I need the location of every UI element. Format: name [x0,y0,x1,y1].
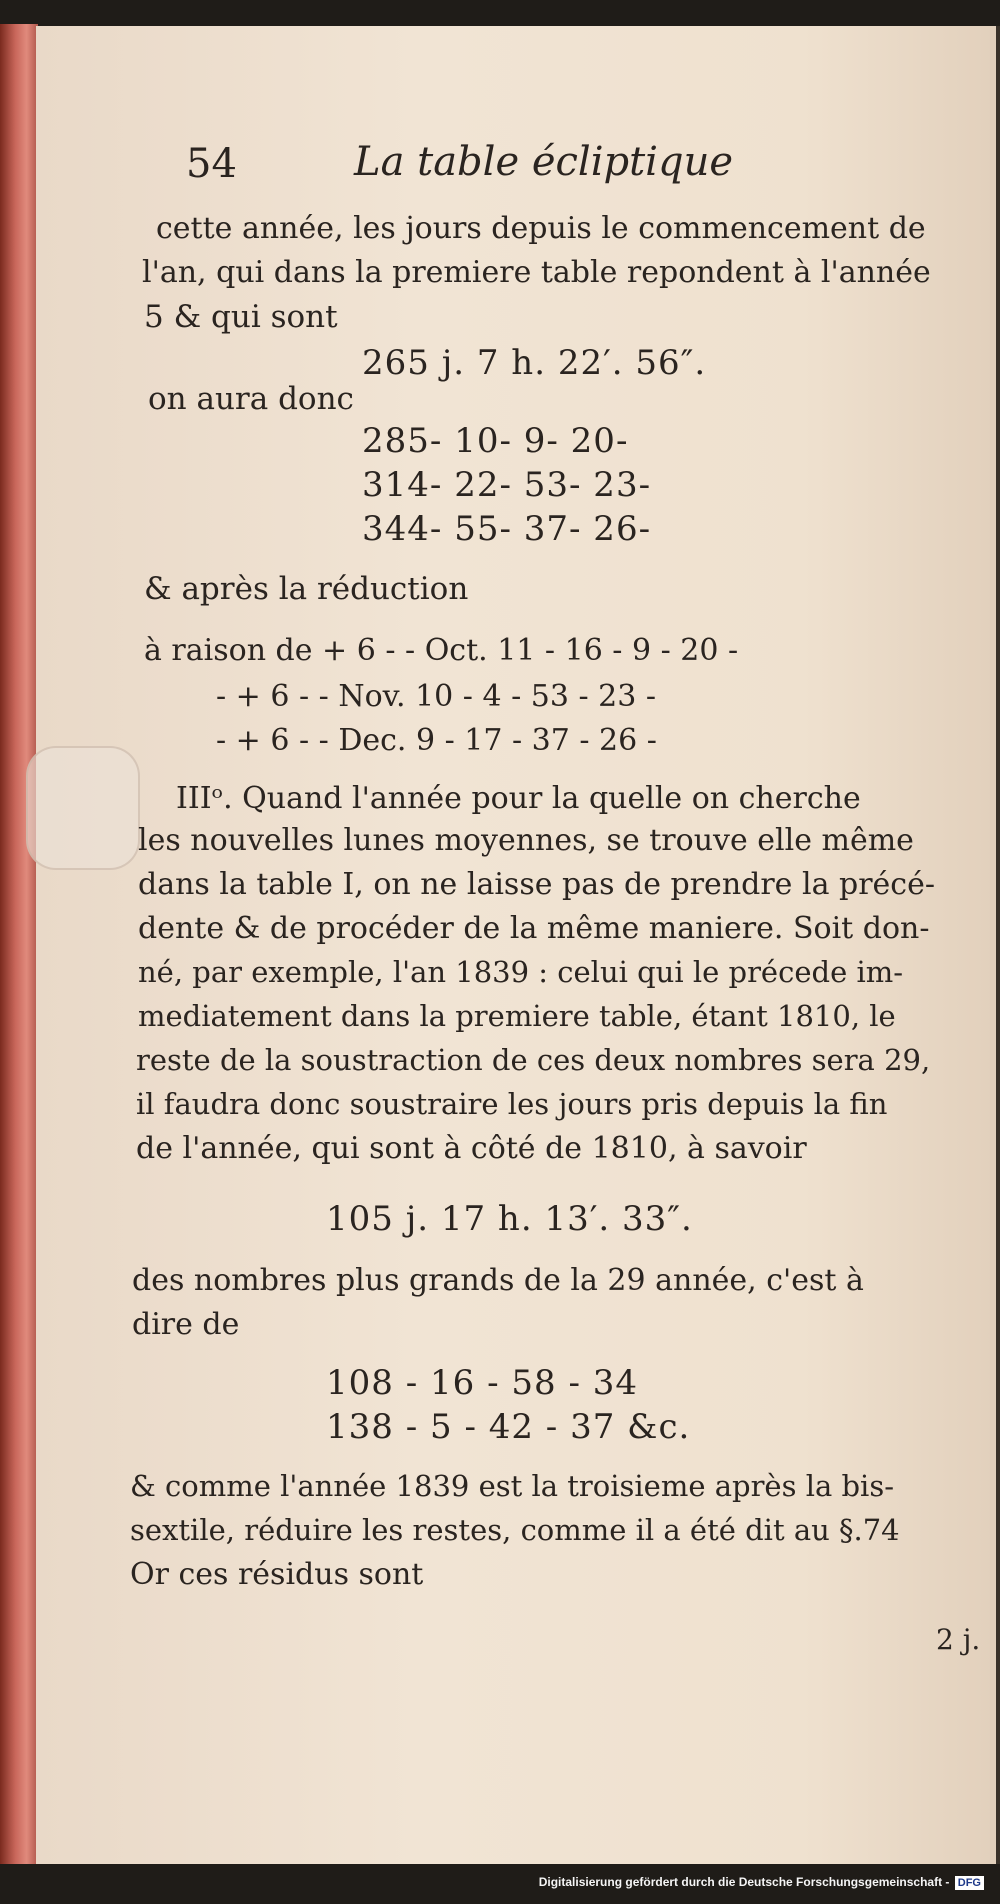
reduction-row: - + 6 - - Dec. 9 - 17 - 37 - 26 - [216,723,657,758]
book-fore-edge [0,24,38,1864]
text-line: IIIᵒ. Quand l'année pour la quelle on cherche [176,781,861,816]
number-row: 344- 55- 37- 26- [362,509,652,549]
book-page [36,26,1000,1864]
text-line: & comme l'année 1839 est la troisieme après la bis- [130,1469,894,1503]
text-line: des nombres plus grands de la 29 année, c'est à [132,1263,864,1298]
text-line: né, par exemple, l'an 1839 : celui qui le précede im- [138,955,904,989]
text-line: de l'année, qui sont à côté de 1810, à savoir [136,1131,807,1166]
text-line: dire de [132,1307,240,1342]
dfg-logo: DFG [955,1876,984,1890]
text-line: dente & de procéder de la même maniere. Soit don- [138,911,930,946]
text-line: dans la table I, on ne laisse pas de prendre la précé- [138,867,935,902]
text-line: & après la réduction [144,571,469,607]
credit-text: Digitalisierung gefördert durch die Deutsche Forschungsgemeinschaft - [538,1875,950,1889]
reduction-row: - + 6 - - Nov. 10 - 4 - 53 - 23 - [216,679,656,714]
text-line: les nouvelles lunes moyennes, se trouve elle même [138,823,914,858]
digitization-credit [539,1875,984,1890]
number-row: 138 - 5 - 42 - 37 &c. [326,1407,691,1447]
number-row: 108 - 16 - 58 - 34 [326,1363,638,1403]
text-line: reste de la soustraction de ces deux nombres sera 29, [136,1043,931,1077]
text-line: on aura donc [148,381,354,417]
text-line: Or ces résidus sont [130,1557,424,1592]
reduction-row: à raison de + 6 - - Oct. 11 - 16 - 9 - 20 - [144,633,739,668]
page-clip [26,746,140,870]
page-number: 54 [186,141,237,187]
number-row: 285- 10- 9- 20- [362,421,629,461]
text-line: l'an, qui dans la premiere table repondent à l'année [142,255,931,290]
catchword: 2 j. [936,1623,981,1656]
text-line: mediatement dans la premiere table, étant 1810, le [138,999,896,1033]
number-row: 314- 22- 53- 23- [362,465,652,505]
text-line: il faudra donc soustraire les jours pris depuis la fin [136,1087,888,1121]
formula: 105 j. 17 h. 13′. 33″. [326,1199,693,1239]
text-line: sextile, réduire les restes, comme il a été dit au §.74 [130,1513,900,1547]
formula: 265 j. 7 h. 22′. 56″. [362,343,707,383]
running-title: La table écliptique [354,139,734,185]
text-line: 5 & qui sont [144,299,338,335]
text-line: cette année, les jours depuis le commencement de [156,211,926,246]
